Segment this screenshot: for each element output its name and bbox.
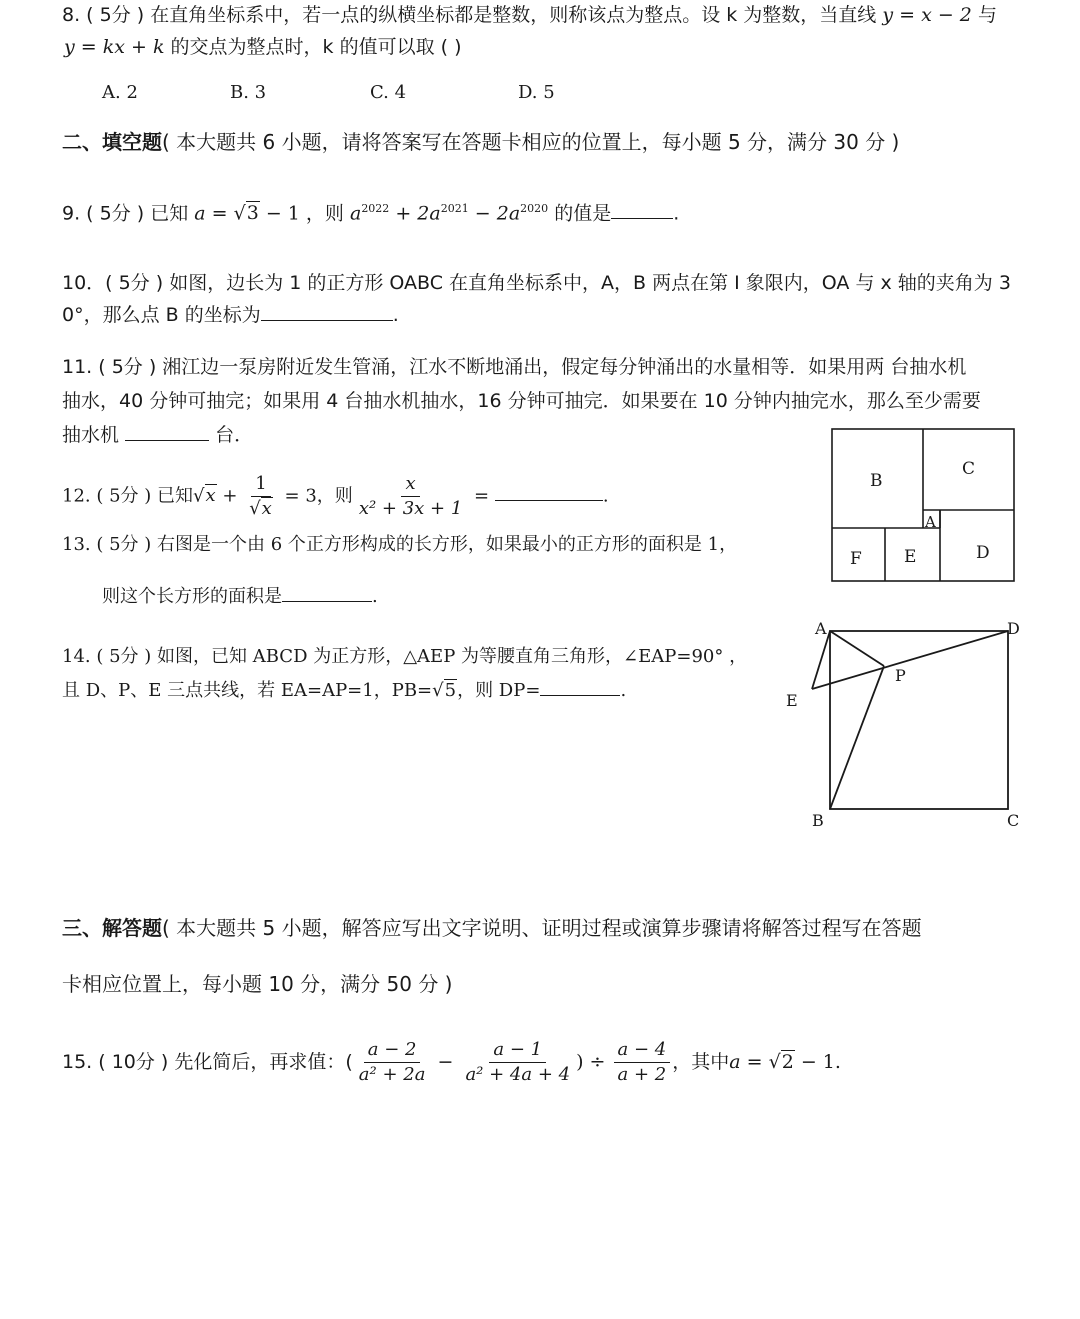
- q9-prefix: 9. ( 5分 ) 已知: [62, 202, 189, 225]
- q15-end: − 1.: [794, 1050, 841, 1073]
- q14-line2: [62, 680, 626, 702]
- q9-a-eq: a =: [194, 202, 234, 225]
- q15-minus: −: [431, 1050, 460, 1073]
- q12-answer-blank[interactable]: [495, 499, 603, 501]
- q14-text-b: ，则 DP=: [457, 680, 541, 701]
- q9-p2: + 2a: [389, 202, 441, 225]
- section3-title: 三、解答题: [62, 916, 162, 940]
- q11-line2: 抽水，40 分钟可抽完；如果用 4 台抽水机抽水，16 分钟可抽完．如果要在 10 分钟内抽完水，那么至少需要: [62, 390, 981, 412]
- fig14-label-p: P: [895, 666, 906, 685]
- section2-desc: ( 本大题共 6 小题，请将答案写在答题卡相应的位置上，每小题 5 分，满分 30 分 ): [162, 130, 900, 154]
- q15-frac1: [355, 1040, 430, 1085]
- q15-n3: a − 4: [614, 1040, 671, 1063]
- q15-frac3: [614, 1040, 671, 1085]
- q12: [62, 474, 609, 519]
- q8-text-b: 与: [977, 4, 997, 26]
- q12-num2: x: [401, 474, 419, 497]
- q12-end: .: [602, 485, 609, 507]
- q10-line1: 10．( 5分 ) 如图，边长为 1 的正方形 OABC 在直角坐标系中，A，B 两点在第 I 象限内，OA 与 x 轴的夹角为 3: [62, 272, 1011, 294]
- q12-eq3: = 3，则: [278, 485, 353, 507]
- q14-answer-blank[interactable]: [540, 694, 620, 696]
- section3-desc2: 卡相应位置上，每小题 10 分，满分 50 分 ): [62, 972, 453, 996]
- q10-text: 0°，那么点 B 的坐标为: [62, 304, 261, 326]
- q15-sqrt-sign: √: [768, 1050, 781, 1073]
- fig14-line-ap: [830, 631, 884, 666]
- fig14-line-ae: [812, 631, 830, 689]
- q8-option-b: B. 3: [230, 82, 267, 103]
- q12-prefix: 12. ( 5分 ) 已知: [62, 485, 194, 507]
- q13-line1: 13. ( 5分 ) 右图是一个由 6 个正方形构成的长方形，如果最小的正方形的面积是 1，: [62, 534, 738, 555]
- q11-text-a: 抽水机: [62, 424, 120, 446]
- q8-option-d: D. 5: [518, 82, 555, 103]
- fig14-label-c: C: [1007, 811, 1020, 828]
- q15-n2: a − 1: [489, 1040, 546, 1063]
- q8-option-a: A. 2: [102, 82, 138, 103]
- q14-sqrt-sign: √: [432, 680, 444, 701]
- section2-heading: [62, 130, 899, 154]
- q15-n1: a − 2: [364, 1040, 421, 1063]
- q11-line1: 11. ( 5分 ) 湘江边一泵房附近发生管涌，江水不断地涌出，假定每分钟涌出的水量相等．如果用两 台抽水机: [62, 356, 967, 378]
- q9-suffix: 的值是: [554, 202, 612, 225]
- fig13-label-a: A: [925, 513, 936, 531]
- q15-d2: a² + 4a + 4: [465, 1063, 571, 1085]
- fig14-line-pb: [830, 666, 884, 809]
- q12-frac1: [245, 474, 277, 519]
- q12-den1: √x: [249, 497, 272, 519]
- q15-prefix: 15. ( 10分 ) 先化简后，再求值：(: [62, 1050, 353, 1073]
- q8-line1: [62, 4, 997, 27]
- fig13-squares-diagram: [830, 428, 1016, 584]
- q13-end: .: [372, 586, 378, 607]
- q15-d3: a + 2: [617, 1063, 667, 1085]
- q9-e3: 2020: [520, 202, 549, 215]
- q14-root5: 5: [444, 680, 457, 701]
- q12-root-x: x: [205, 485, 216, 507]
- q12-num1: 1: [251, 474, 270, 497]
- q12-eq: =: [468, 485, 495, 507]
- q11-answer-blank[interactable]: [125, 439, 209, 441]
- q9-root: 3: [246, 202, 259, 225]
- q10-answer-blank[interactable]: [261, 319, 393, 321]
- q15-root2: 2: [781, 1050, 794, 1073]
- q8-text: 8. ( 5分 ) 在直角坐标系中，若一点的纵横坐标都是整数，则称该点为整点。设 k 为整数，当直线: [62, 4, 877, 26]
- section2-title: 二、填空题: [62, 130, 162, 154]
- fig14-label-b: B: [812, 811, 824, 828]
- fig14-line-ed: [812, 631, 1008, 689]
- q12-sqrt-sign: √: [193, 485, 205, 507]
- q15-mid: ，其中: [672, 1050, 730, 1073]
- q9-end: .: [673, 202, 680, 225]
- q9-answer-blank[interactable]: [611, 217, 673, 219]
- q9-e2: 2021: [440, 202, 469, 215]
- fig14-label-d: D: [1007, 619, 1020, 638]
- q15-a-eq: a =: [729, 1050, 769, 1073]
- section3-heading-line1: [62, 916, 922, 940]
- q9: [62, 202, 679, 225]
- q8-line2: [64, 36, 461, 59]
- q9-mid: ，则: [305, 202, 344, 225]
- q11-text-b: 台．: [215, 424, 254, 446]
- fig13-label-c: C: [962, 459, 976, 479]
- q10-line2: [62, 304, 399, 327]
- fig13-label-d: D: [976, 543, 990, 563]
- q9-sqrt-sign: √: [233, 202, 246, 225]
- q9-a1: a: [349, 202, 362, 225]
- q13-text: 则这个长方形的面积是: [102, 586, 282, 607]
- section3-desc1: ( 本大题共 5 小题，解答应写出文字说明、证明过程或演算步骤请将解答过程写在答题: [162, 916, 922, 940]
- q13-line2: [102, 586, 378, 608]
- fig14-label-e: E: [786, 691, 798, 710]
- fig13-label-f: F: [850, 549, 862, 569]
- q11-line3: [62, 424, 253, 447]
- q8-eq2: y = kx + k: [64, 36, 165, 58]
- q14-line1: 14. ( 5分 ) 如图，已知 ABCD 为正方形，△AEP 为等腰直角三角形，∠EAP=90° ，: [62, 646, 748, 667]
- q9-e1: 2022: [361, 202, 390, 215]
- fig14-square-diagram: [782, 616, 1022, 828]
- q8-eq1: y = x − 2: [882, 4, 972, 26]
- q10-end: .: [392, 304, 399, 326]
- q15: [62, 1040, 841, 1085]
- q15-frac2: [461, 1040, 574, 1085]
- fig13-label-b: B: [870, 471, 883, 491]
- fig13-label-e: E: [904, 547, 917, 567]
- q13-answer-blank[interactable]: [282, 600, 372, 602]
- fig14-label-a: A: [815, 619, 827, 638]
- q14-end: .: [620, 680, 627, 701]
- q12-den2: x² + 3x + 1: [358, 497, 463, 519]
- q14-text-a: 且 D、P、E 三点共线，若 EA=AP=1，PB=: [62, 680, 433, 701]
- q9-minus1: − 1: [259, 202, 300, 225]
- q15-div: ) ÷: [576, 1050, 612, 1073]
- q8-option-c: C. 4: [370, 82, 407, 103]
- q12-plus: +: [216, 485, 244, 507]
- q12-den-root: x: [261, 497, 272, 519]
- q15-d1: a² + 2a: [358, 1063, 426, 1085]
- q9-m2: − 2a: [468, 202, 521, 225]
- q8-text-c: 的交点为整点时，k 的值可以取 ( ): [170, 36, 462, 58]
- q12-frac2: [355, 474, 466, 519]
